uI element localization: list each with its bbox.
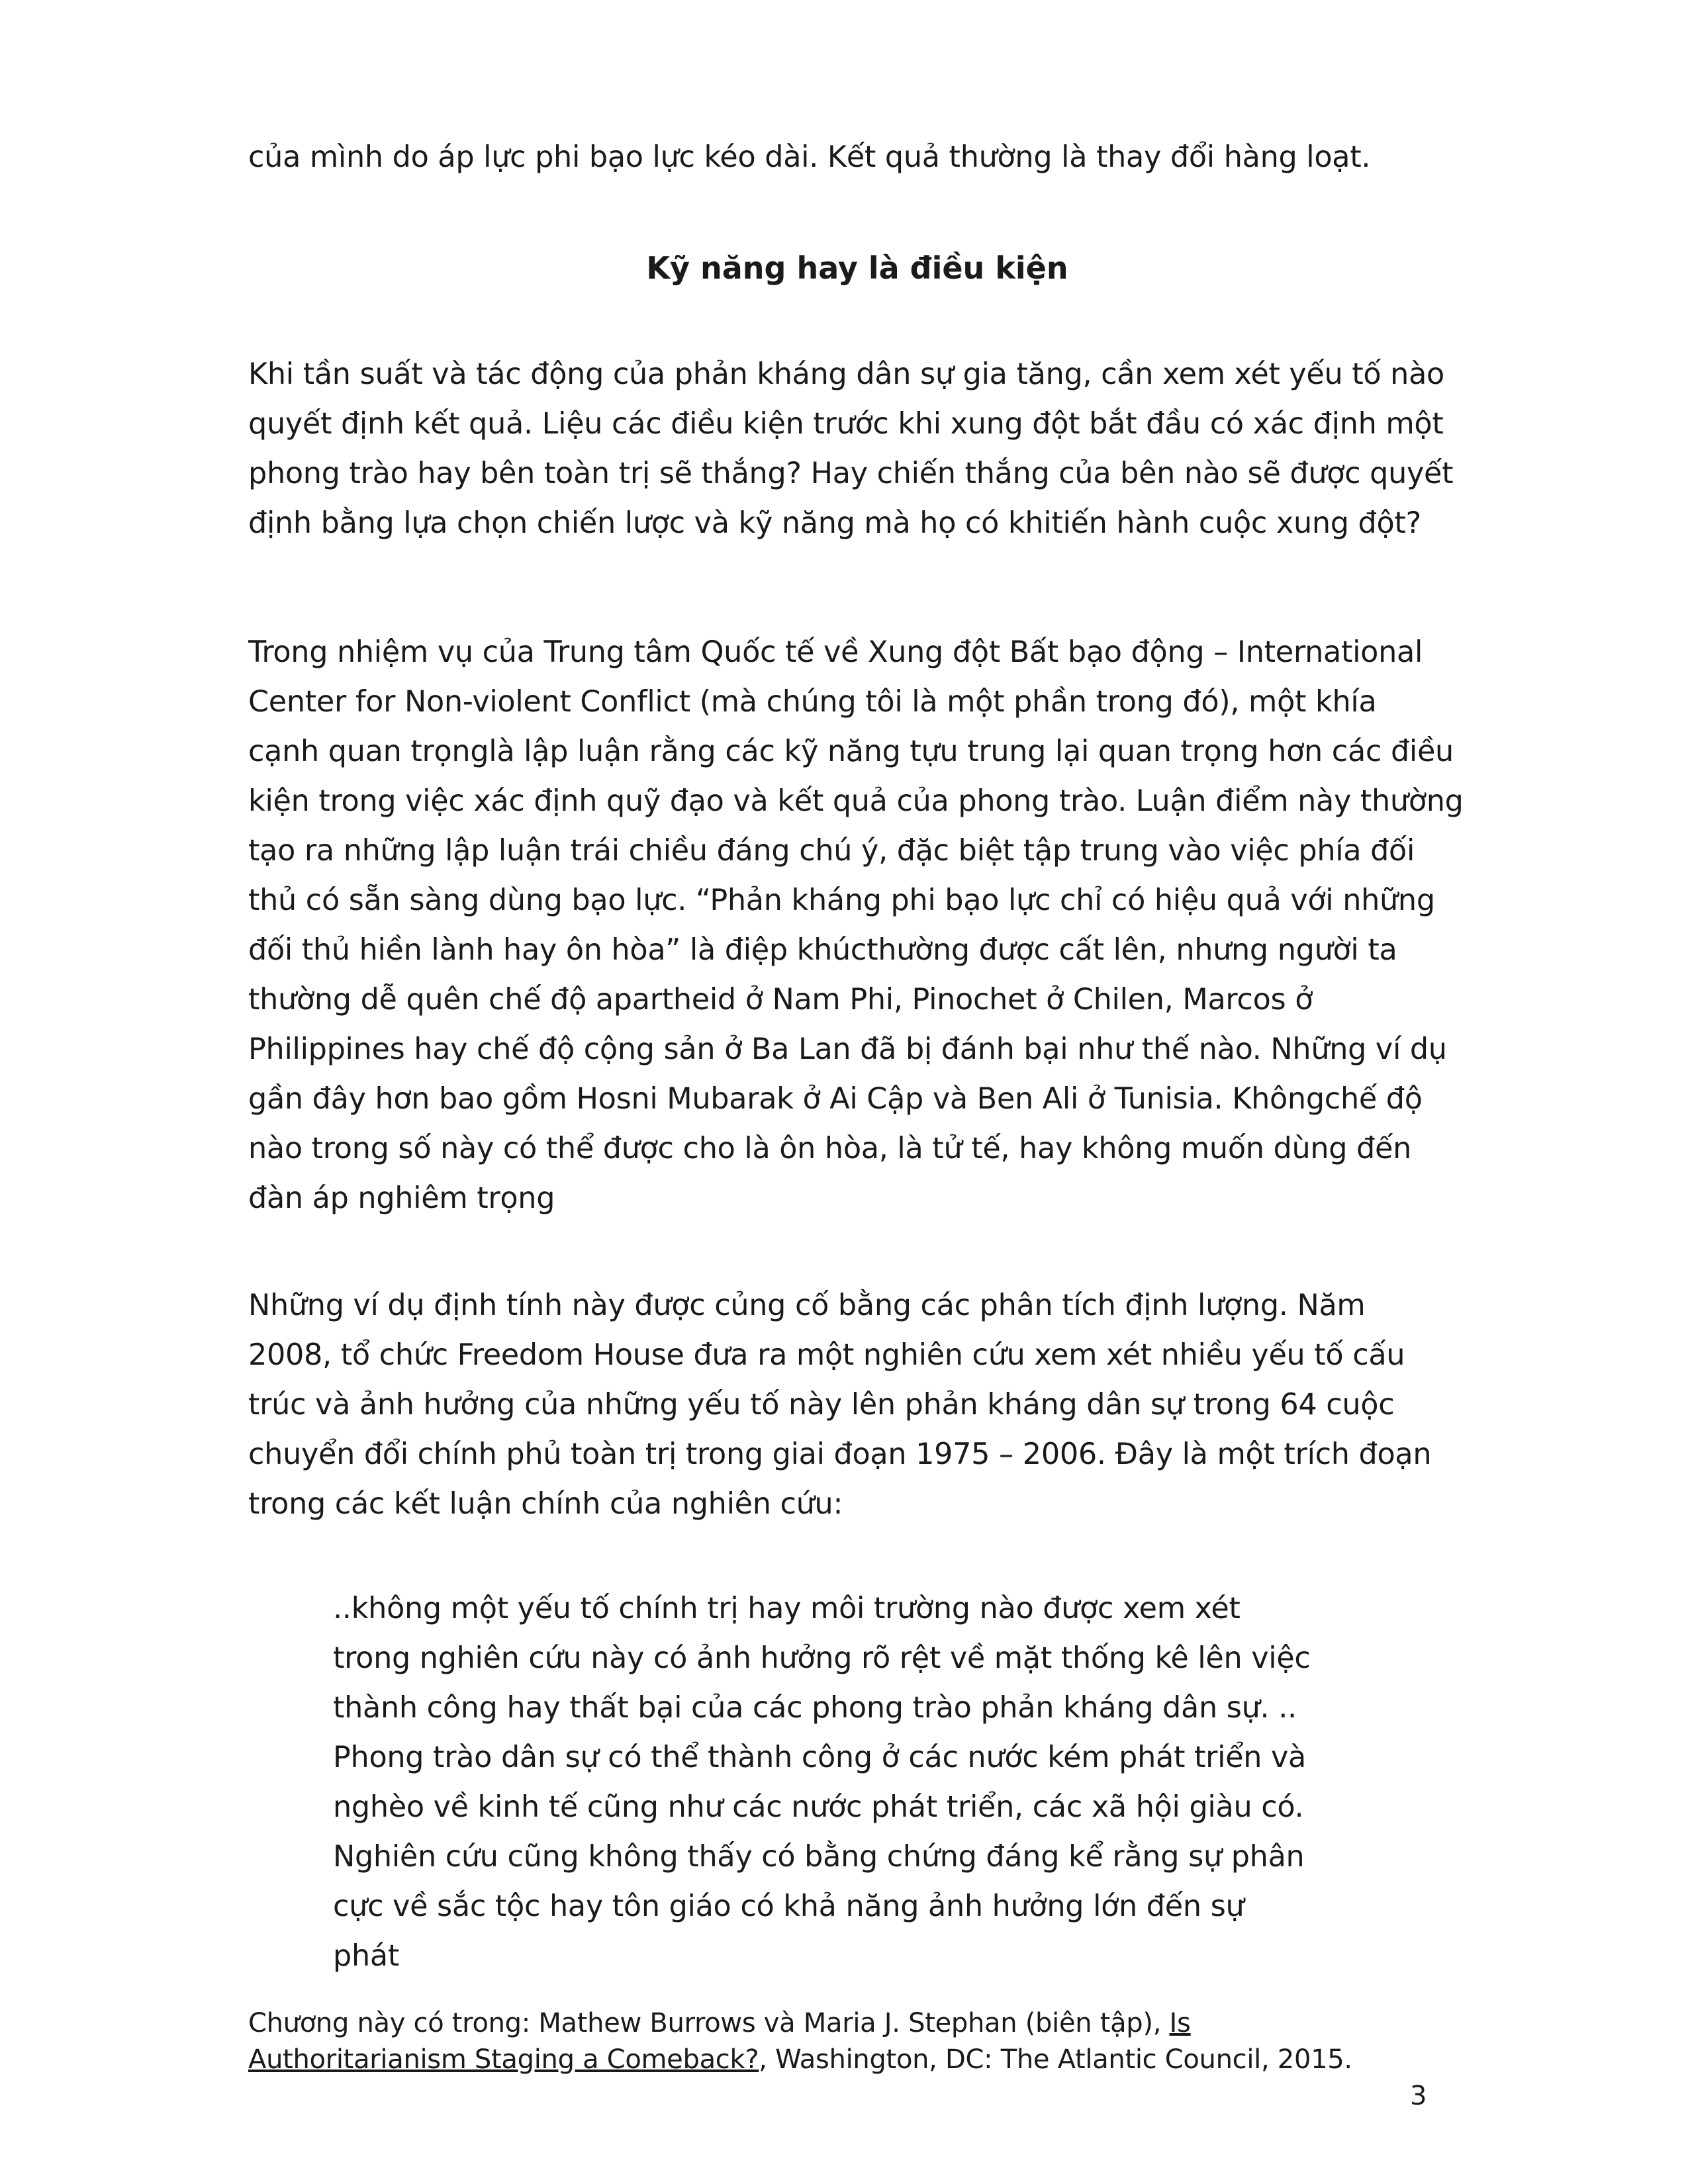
paragraph-intro: Khi tần suất và tác động của phản kháng dân sự gia tăng, cần xem xét yếu tố nào quyết định kết quả. Liệu các điều kiện trước khi xung đột bắt đầu có xác định một phong trào hay bên toàn trị sẽ thắng? Hay chiến thắng của bên nào sẽ được quyết định bằng lựa chọn chiến lược và kỹ năng mà họ có khitiến hành cuộc xung đột? [248, 357, 1454, 540]
paragraph-icnc: Trong nhiệm vụ của Trung tâm Quốc tế về Xung đột Bất bạo động – International Center for Non-violent Conflict (mà chúng tôi là một phần trong đó), một khía cạnh quan trọnglà lập luận rằng các kỹ năng tựu trung lại quan trọng hơn các điều kiện trong việc xác định quỹ đạo và kết quả của phong trào. Luận điểm này thường tạo ra những lập luận trái chiều đáng chú ý, đặc biệt tập trung vào việc phía đối thủ có sẵn sàng dùng bạo lực. “Phản kháng phi bạo lực chỉ có hiệu quả với những đối thủ hiền lành hay ôn hòa” là điệp khúcthường được cất lên, nhưng người ta thường dễ quên chế độ apartheid ở Nam Phi, Pinochet ở Chilen, Marcos ở Philippines hay chế độ cộng sản ở Ba Lan đã bị đánh bại như thế nào. Những ví dụ gần đây hơn bao gồm Hosni Mubarak ở Ai Cập và Ben Ali ở Tunisia. Khôngchế độ nào trong số này có thể được cho là ôn hòa, là tử tế, hay không muốn dùng đến đàn áp nghiêm trọng [248, 635, 1464, 1215]
footnote-book-title-link[interactable]: Is Authoritarianism Staging a Comeback? [248, 2008, 1191, 2075]
block-quote: ..không một yếu tố chính trị hay môi trường nào được xem xét trong nghiên cứu này có ảnh hưởng rõ rệt về mặt thống kê lên việc thành công hay thất bại của các phong trào phản kháng dân sự. .. Phong trào dân sự có thể thành công ở các nước kém phát triển và nghèo về kinh tế cũng như các nước phát triển, các xã hội giàu có. Nghiên cứu cũng không thấy có bằng chứng đáng kể rằng sự phân cực về sắc tộc hay tôn giáo có khả năng ảnh hưởng lớn đến sự phát [333, 1592, 1311, 1973]
paragraph-continued: của mình do áp lực phi bạo lực kéo dài. Kết quả thường là thay đổi hàng loạt. [248, 140, 1371, 174]
section-heading: Kỹ năng hay là điều kiện [646, 250, 1068, 286]
footnote-suffix: , Washington, DC: The Atlantic Council, 2015. [759, 2044, 1352, 2075]
footnote [248, 2005, 1493, 2078]
footnote-prefix: Chương này có trong: Mathew Burrows và Maria J. Stephan (biên tập), [248, 2008, 1170, 2038]
page-number: 3 [1410, 2081, 1427, 2111]
paragraph-quantitative: Những ví dụ định tính này được củng cố bằng các phân tích định lượng. Năm 2008, tổ chức Freedom House đưa ra một nghiên cứu xem xét nhiều yếu tố cấu trúc và ảnh hưởng của những yếu tố này lên phản kháng dân sự trong 64 cuộc chuyển đổi chính phủ toàn trị trong giai đoạn 1975 – 2006. Đây là một trích đoạn trong các kết luận chính của nghiên cứu: [248, 1289, 1432, 1521]
